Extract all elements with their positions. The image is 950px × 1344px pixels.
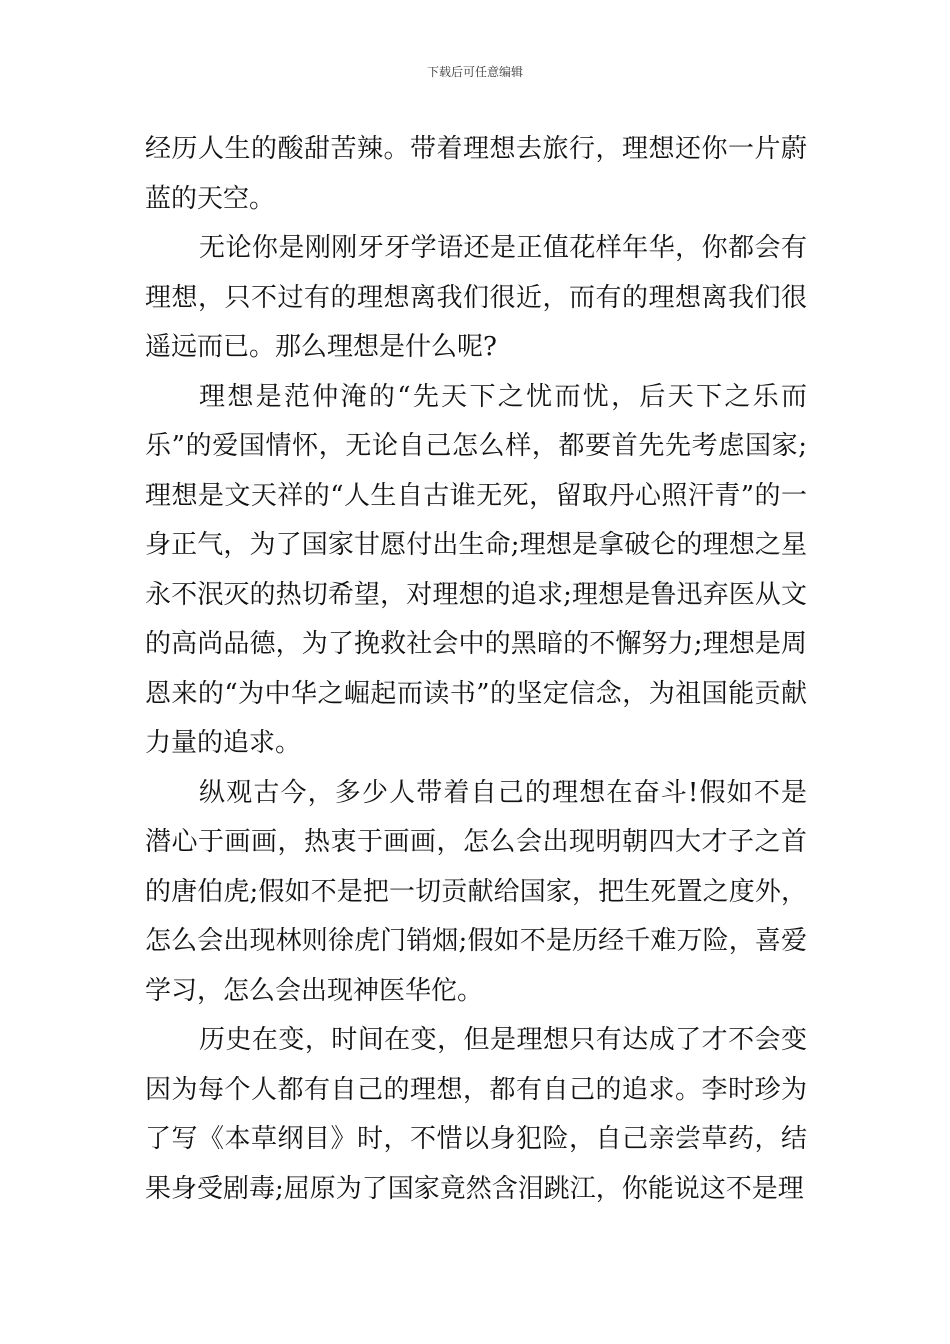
document-body [145,125,807,1214]
paragraph-ancient-and-modern: 纵观古今，多少人带着自己的理想在奋斗!假如不是潜心于画画，热衷于画画，怎么会出现明朝四大才子之首的唐伯虎;假如不是把一切贡献给国家，把生死置之度外，怎么会出现林则徐虎门销烟;假如不是历经千难万险，喜爱学习，怎么会出现神医华佗。 [145,777,807,1006]
paragraph-ideal-examples: 理想是范仲淹的“先天下之忧而忧，后天下之乐而乐”的爱国情怀，无论自己怎么样，都要首先先考虑国家;理想是文天祥的“人生自古谁无死，留取丹心照汗青”的一身正气，为了国家甘愿付出生命;理想是拿破仑的理想之星永不泯灭的热切希望，对理想的追求;理想是鲁迅弃医从文的高尚品德，为了挽救社会中的黑暗的不懈努力;理想是周恩来的“为中华之崛起而读书”的坚定信念，为祖国能贡献力量的追求。 [145,381,807,758]
page-header-note: 下载后可任意编辑 [426,65,523,79]
paragraph-continuation: 经历人生的酸甜苦辣。带着理想去旅行，理想还你一片蔚蓝的天空。 [145,134,807,214]
paragraph-history-changes: 历史在变，时间在变，但是理想只有达成了才不会变因为每个人都有自己的理想，都有自己的追求。李时珍为了写《本草纲目》时，不惜以身犯险，自己亲尝草药，结果身受剧毒;屈原为了国家竟然含泪跳江，你能说这不是理 [145,1025,807,1204]
paragraph-ideal-question: 无论你是刚刚牙牙学语还是正值花样年华，你都会有理想，只不过有的理想离我们很近，而有的理想离我们很遥远而已。那么理想是什么呢? [145,233,807,362]
